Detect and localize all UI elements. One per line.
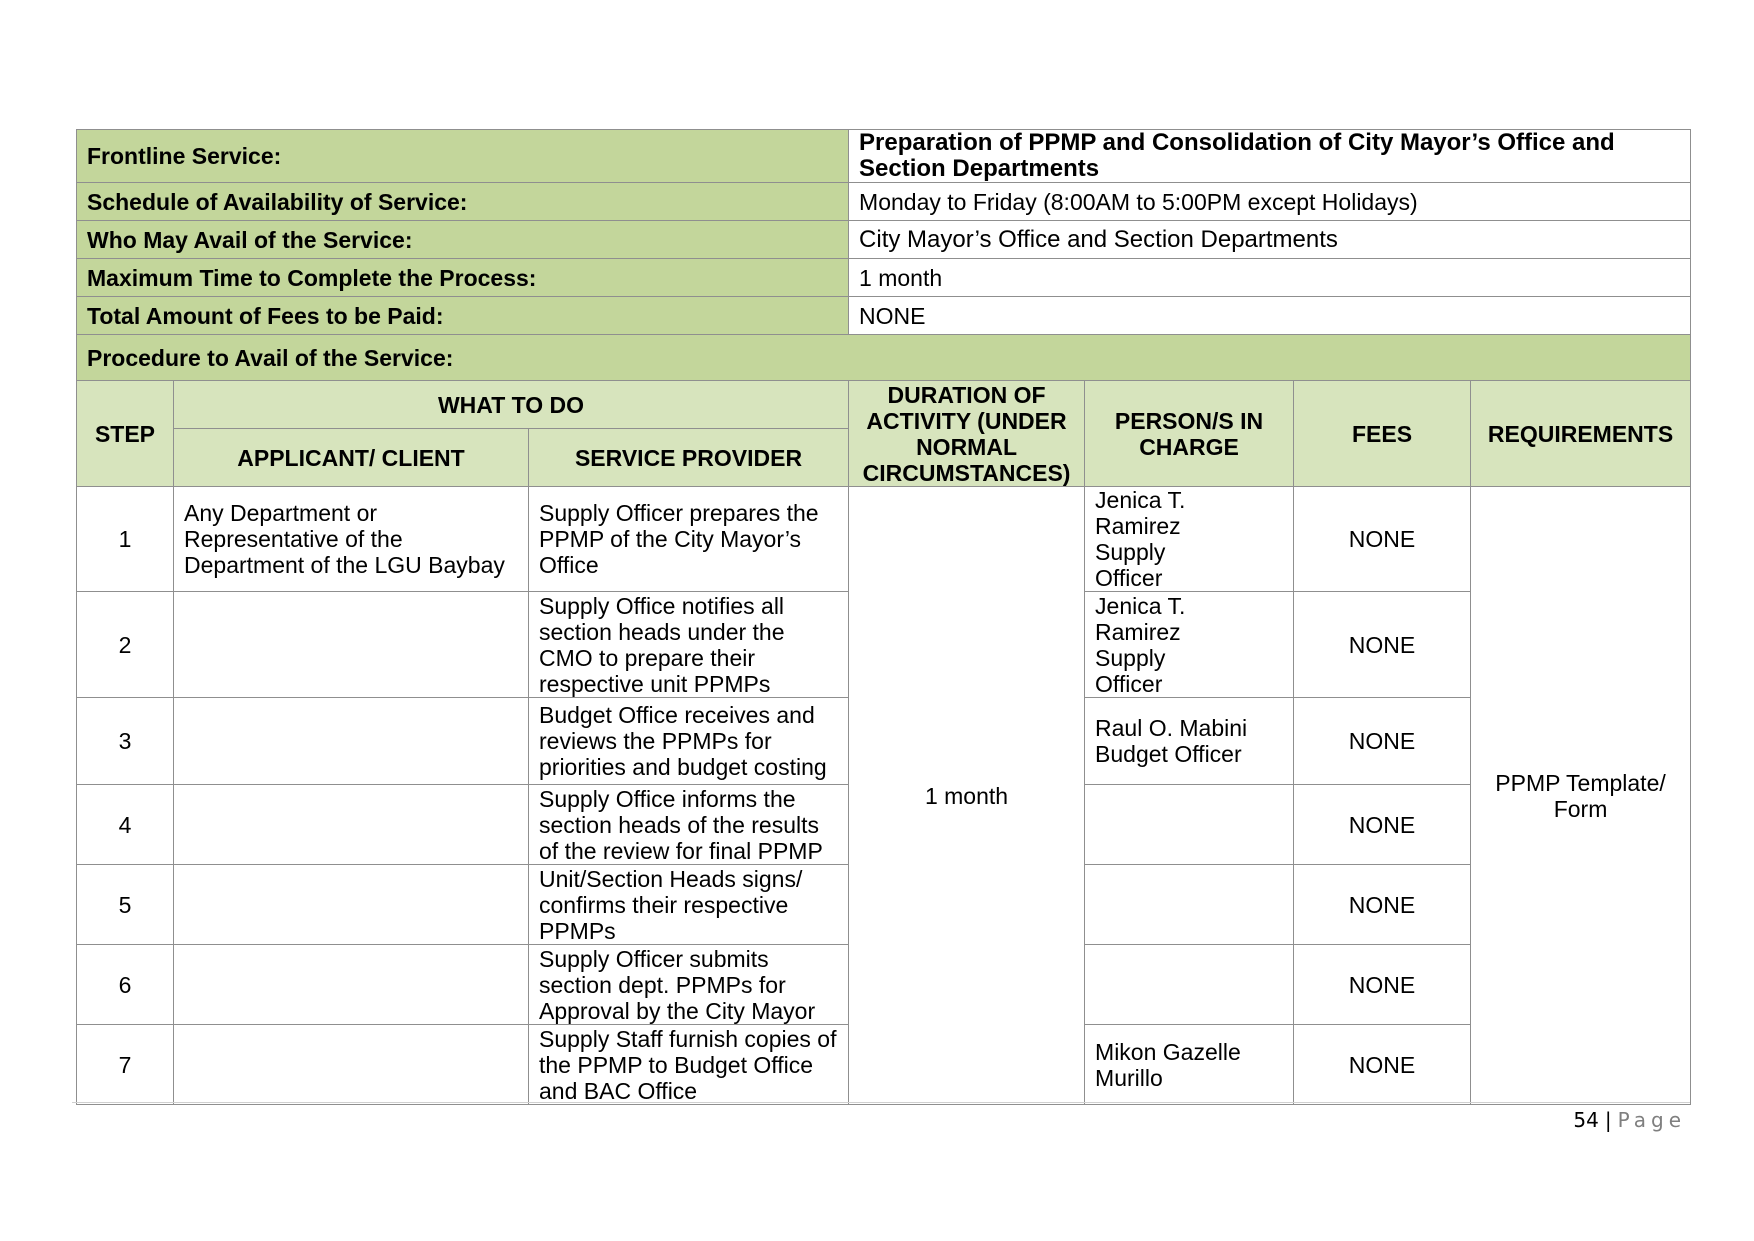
duration-cell: 1 month: [849, 487, 1085, 1105]
procedure-label: Procedure to Avail of the Service:: [77, 335, 1691, 381]
person-cell: Mikon Gazelle Murillo: [1085, 1025, 1294, 1105]
service-table: [76, 129, 1691, 1105]
fees-cell: NONE: [1294, 865, 1471, 945]
provider-cell: Supply Staff furnish copies of the PPMP to Budget Office and BAC Office: [529, 1025, 849, 1105]
person-cell: Jenica T. Ramirez Supply Officer: [1085, 487, 1294, 592]
step-number: 4: [77, 785, 174, 865]
fees-cell: NONE: [1294, 487, 1471, 592]
fees-cell: NONE: [1294, 945, 1471, 1025]
applicant-cell: [174, 865, 529, 945]
table-row: [77, 487, 1691, 592]
person-cell: [1085, 865, 1294, 945]
page-footer: [1573, 1108, 1686, 1132]
header-requirements: REQUIREMENTS: [1471, 381, 1691, 487]
schedule-label: Schedule of Availability of Service:: [77, 183, 849, 221]
fees-cell: NONE: [1294, 1025, 1471, 1105]
header-what-to-do: WHAT TO DO: [174, 381, 849, 429]
provider-cell: Unit/Section Heads signs/ confirms their respective PPMPs: [529, 865, 849, 945]
provider-cell: Supply Officer prepares the PPMP of the City Mayor’s Office: [529, 487, 849, 592]
provider-cell: Supply Office informs the section heads of the results of the review for final PPMP: [529, 785, 849, 865]
provider-cell: Supply Officer submits section dept. PPMPs for Approval by the City Mayor: [529, 945, 849, 1025]
fees-label: Total Amount of Fees to be Paid:: [77, 297, 849, 335]
who-value: City Mayor’s Office and Section Departments: [849, 221, 1691, 259]
provider-cell: Budget Office receives and reviews the PPMPs for priorities and budget costing: [529, 698, 849, 785]
fees-cell: NONE: [1294, 698, 1471, 785]
requirements-cell: PPMP Template/ Form: [1471, 487, 1691, 1105]
person-cell: Raul O. Mabini Budget Officer: [1085, 698, 1294, 785]
schedule-value: Monday to Friday (8:00AM to 5:00PM except Holidays): [849, 183, 1691, 221]
step-number: 3: [77, 698, 174, 785]
page-number: 54: [1573, 1108, 1599, 1132]
page-separator: |: [1604, 1108, 1612, 1132]
page-label: Page: [1617, 1108, 1686, 1132]
header-provider: SERVICE PROVIDER: [529, 429, 849, 487]
provider-cell: Supply Office notifies all section heads under the CMO to prepare their respective unit PPMPs: [529, 592, 849, 698]
applicant-cell: [174, 592, 529, 698]
step-number: 6: [77, 945, 174, 1025]
person-cell: [1085, 785, 1294, 865]
applicant-cell: [174, 945, 529, 1025]
fees-cell: NONE: [1294, 592, 1471, 698]
person-cell: Jenica T. Ramirez Supply Officer: [1085, 592, 1294, 698]
applicant-cell: [174, 1025, 529, 1105]
applicant-cell: [174, 785, 529, 865]
person-cell: [1085, 945, 1294, 1025]
applicant-cell: Any Department or Representative of the Department of the LGU Baybay: [174, 487, 529, 592]
footer-divider: [72, 1102, 1690, 1103]
header-applicant: APPLICANT/ CLIENT: [174, 429, 529, 487]
step-number: 5: [77, 865, 174, 945]
step-number: 2: [77, 592, 174, 698]
fees-cell: NONE: [1294, 785, 1471, 865]
max-time-label: Maximum Time to Complete the Process:: [77, 259, 849, 297]
header-duration: DURATION OF ACTIVITY (UNDER NORMAL CIRCUMSTANCES): [849, 381, 1085, 487]
applicant-cell: [174, 698, 529, 785]
header-step: STEP: [77, 381, 174, 487]
frontline-service-value: Preparation of PPMP and Consolidation of City Mayor’s Office and Section Departments: [849, 130, 1691, 183]
step-number: 7: [77, 1025, 174, 1105]
header-person: PERSON/S IN CHARGE: [1085, 381, 1294, 487]
step-number: 1: [77, 487, 174, 592]
who-label: Who May Avail of the Service:: [77, 221, 849, 259]
header-fees: FEES: [1294, 381, 1471, 487]
max-time-value: 1 month: [849, 259, 1691, 297]
frontline-service-label: Frontline Service:: [77, 130, 849, 183]
fees-value: NONE: [849, 297, 1691, 335]
